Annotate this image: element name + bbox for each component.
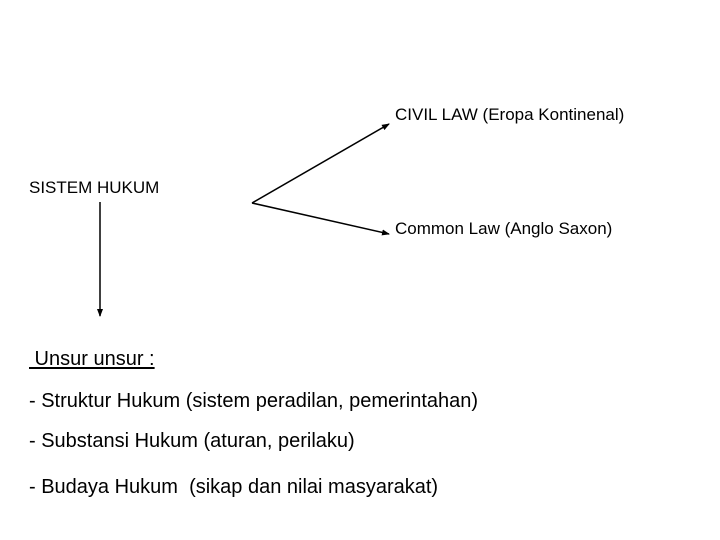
arrow-to-civil-law: [252, 124, 389, 203]
branch-common-law: Common Law (Anglo Saxon): [395, 219, 613, 238]
element-item-substansi: - Substansi Hukum (aturan, perilaku): [29, 430, 355, 452]
arrow-to-common-law: [252, 203, 389, 234]
elements-heading: Unsur unsur :: [29, 348, 155, 370]
element-item-budaya: - Budaya Hukum (sikap dan nilai masyarakat): [29, 476, 439, 498]
root-sistem-hukum: SISTEM HUKUM: [29, 178, 160, 197]
element-item-struktur: - Struktur Hukum (sistem peradilan, pemerintahan): [29, 390, 479, 412]
branch-civil-law: CIVIL LAW (Eropa Kontinenal): [395, 105, 625, 124]
